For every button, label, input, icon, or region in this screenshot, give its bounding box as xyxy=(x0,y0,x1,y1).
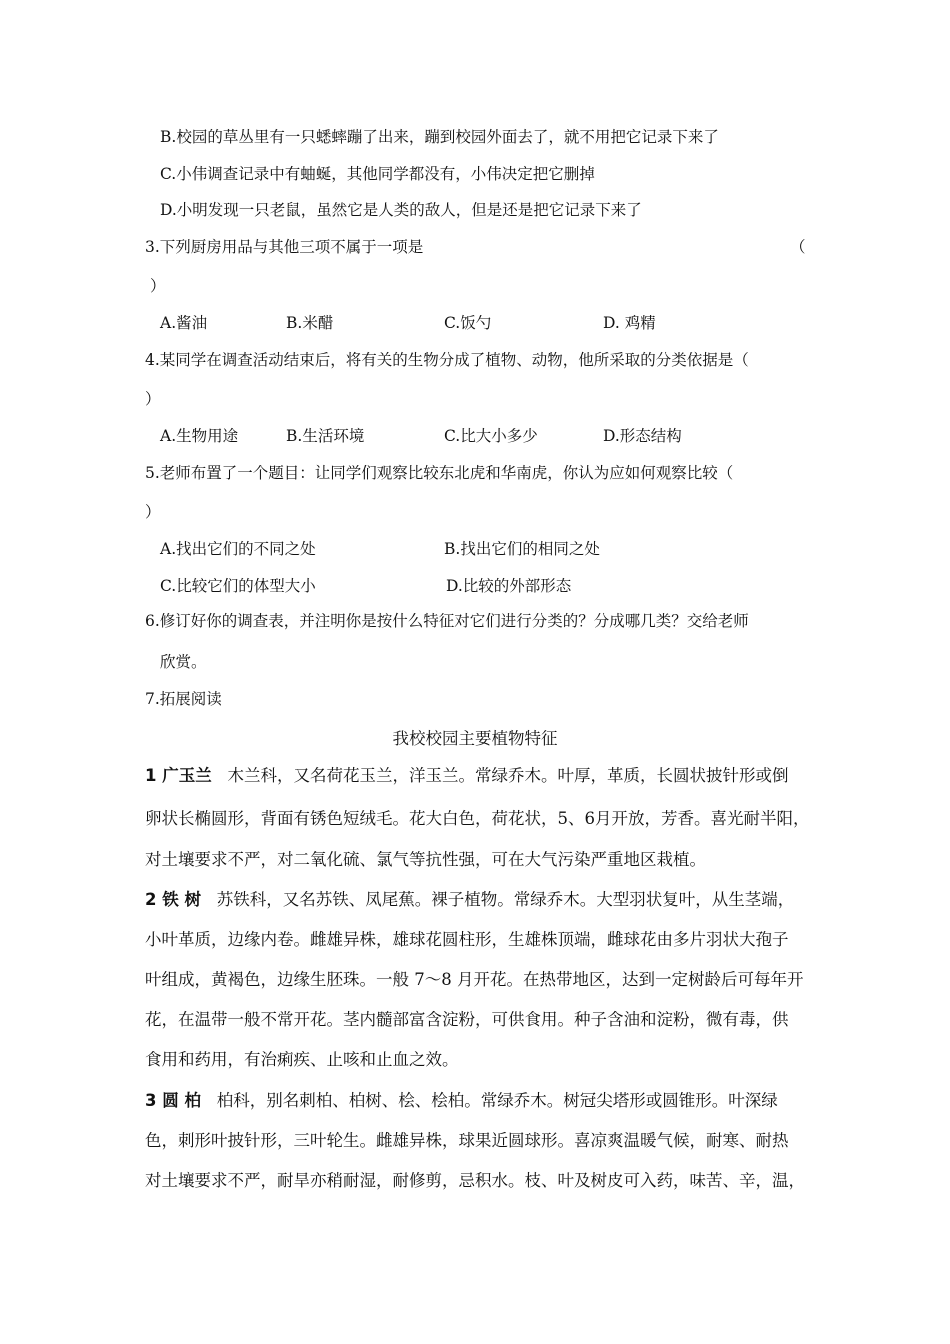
q2-option-c: C.小伟调查记录中有蚰蜒，其他同学都没有，小伟决定把它删掉 xyxy=(160,165,595,183)
q3-option-c: C.饭勺 xyxy=(444,314,492,332)
q5-option-d: D.比较的外部形态 xyxy=(446,577,572,595)
q4-option-b: B.生活环境 xyxy=(286,427,365,445)
q5-paren-close: ） xyxy=(145,503,161,521)
plant-3-line-2: 色，刺形叶披针形，三叶轮生。雌雄异株，球果近圆球形。喜凉爽温暖气候，耐寒、耐热 xyxy=(145,1131,789,1150)
q5-stem: 5.老师布置了一个题目：让同学们观察比较东北虎和华南虎，你认为应如何观察比较（ xyxy=(145,464,734,482)
q4-paren-close: ） xyxy=(145,390,161,408)
q4-stem: 4.某同学在调查活动结束后，将有关的生物分成了植物、动物，他所采取的分类依据是（ xyxy=(145,351,749,369)
plant-2-line-4: 花，在温带一般不常开花。茎内髓部富含淀粉，可供食用。种子含油和淀粉，微有毒，供 xyxy=(145,1010,789,1029)
plant-1-line-3: 对土壤要求不严，对二氧化硫、氯气等抗性强，可在大气污染严重地区栽植。 xyxy=(145,850,706,869)
q2-option-d: D.小明发现一只老鼠，虽然它是人类的敌人，但是还是把它记录下来了 xyxy=(160,201,642,219)
plant-2-line-3: 叶组成，黄褐色，边缘生胚珠。一般 7～8 月开花。在热带地区，达到一定树龄后可每年开 xyxy=(145,970,804,989)
q3-paren-open: （ xyxy=(790,238,806,256)
q5-option-c: C.比较它们的体型大小 xyxy=(160,577,316,595)
plant-2-line-5: 食用和药用，有治痢疾、止咳和止血之效。 xyxy=(145,1050,459,1069)
q5-option-b: B.找出它们的相同之处 xyxy=(444,540,600,558)
plant-3-name: 3 圆 柏 xyxy=(145,1091,201,1110)
q5-option-a: A.找出它们的不同之处 xyxy=(160,540,316,558)
plant-3-line-3: 对土壤要求不严，耐旱亦稍耐湿，耐修剪，忌积水。枝、叶及树皮可入药，味苦、辛，温， xyxy=(145,1171,805,1190)
plant-1-name: 1 广玉兰 xyxy=(145,766,212,785)
plant-1-line-2: 卵状长椭圆形，背面有锈色短绒毛。花大白色，荷花状，5、6月开放，芳香。喜光耐半阳， xyxy=(145,809,810,828)
plant-3-line-1: 3 圆 柏 柏科，别名刺柏、柏树、桧、桧柏。常绿乔木。树冠尖塔形或圆锥形。叶深绿 xyxy=(145,1091,778,1110)
plant-2-name: 2 铁 树 xyxy=(145,890,201,909)
reading-heading: 我校校园主要植物特征 xyxy=(392,729,558,748)
q4-option-c: C.比大小多少 xyxy=(444,427,538,445)
q3-option-b: B.米醋 xyxy=(286,314,334,332)
q7-title: 7.拓展阅读 xyxy=(145,690,222,708)
q3-option-a: A.酱油 xyxy=(160,314,208,332)
plant-1-line-1: 1 广玉兰 木兰科，又名荷花玉兰，洋玉兰。常绿乔木。叶厚，革质，长圆状披针形或倒 xyxy=(145,766,789,785)
q6-line-2: 欣赏。 xyxy=(160,653,207,671)
q6-line-1: 6.修订好你的调查表，并注明你是按什么特征对它们进行分类的？分成哪几类？交给老师 xyxy=(145,612,749,630)
q3-stem: 3.下列厨房用品与其他三项不属于一项是 xyxy=(145,238,424,256)
q2-option-b: B.校园的草丛里有一只蟋蟀蹦了出来，蹦到校园外面去了，就不用把它记录下来了 xyxy=(160,128,719,146)
plant-2-line-2: 小叶革质，边缘内卷。雌雄异株，雄球花圆柱形，生雄株顶端，雌球花由多片羽状大孢子 xyxy=(145,930,789,949)
q4-option-d: D.形态结构 xyxy=(603,427,682,445)
q4-option-a: A.生物用途 xyxy=(160,427,239,445)
plant-2-line-1: 2 铁 树 苏铁科，又名苏铁、凤尾蕉。裸子植物。常绿乔木。大型羽状复叶，从生茎端， xyxy=(145,890,795,909)
q3-paren-close: ） xyxy=(150,277,166,295)
q3-option-d: D. 鸡精 xyxy=(603,314,656,332)
